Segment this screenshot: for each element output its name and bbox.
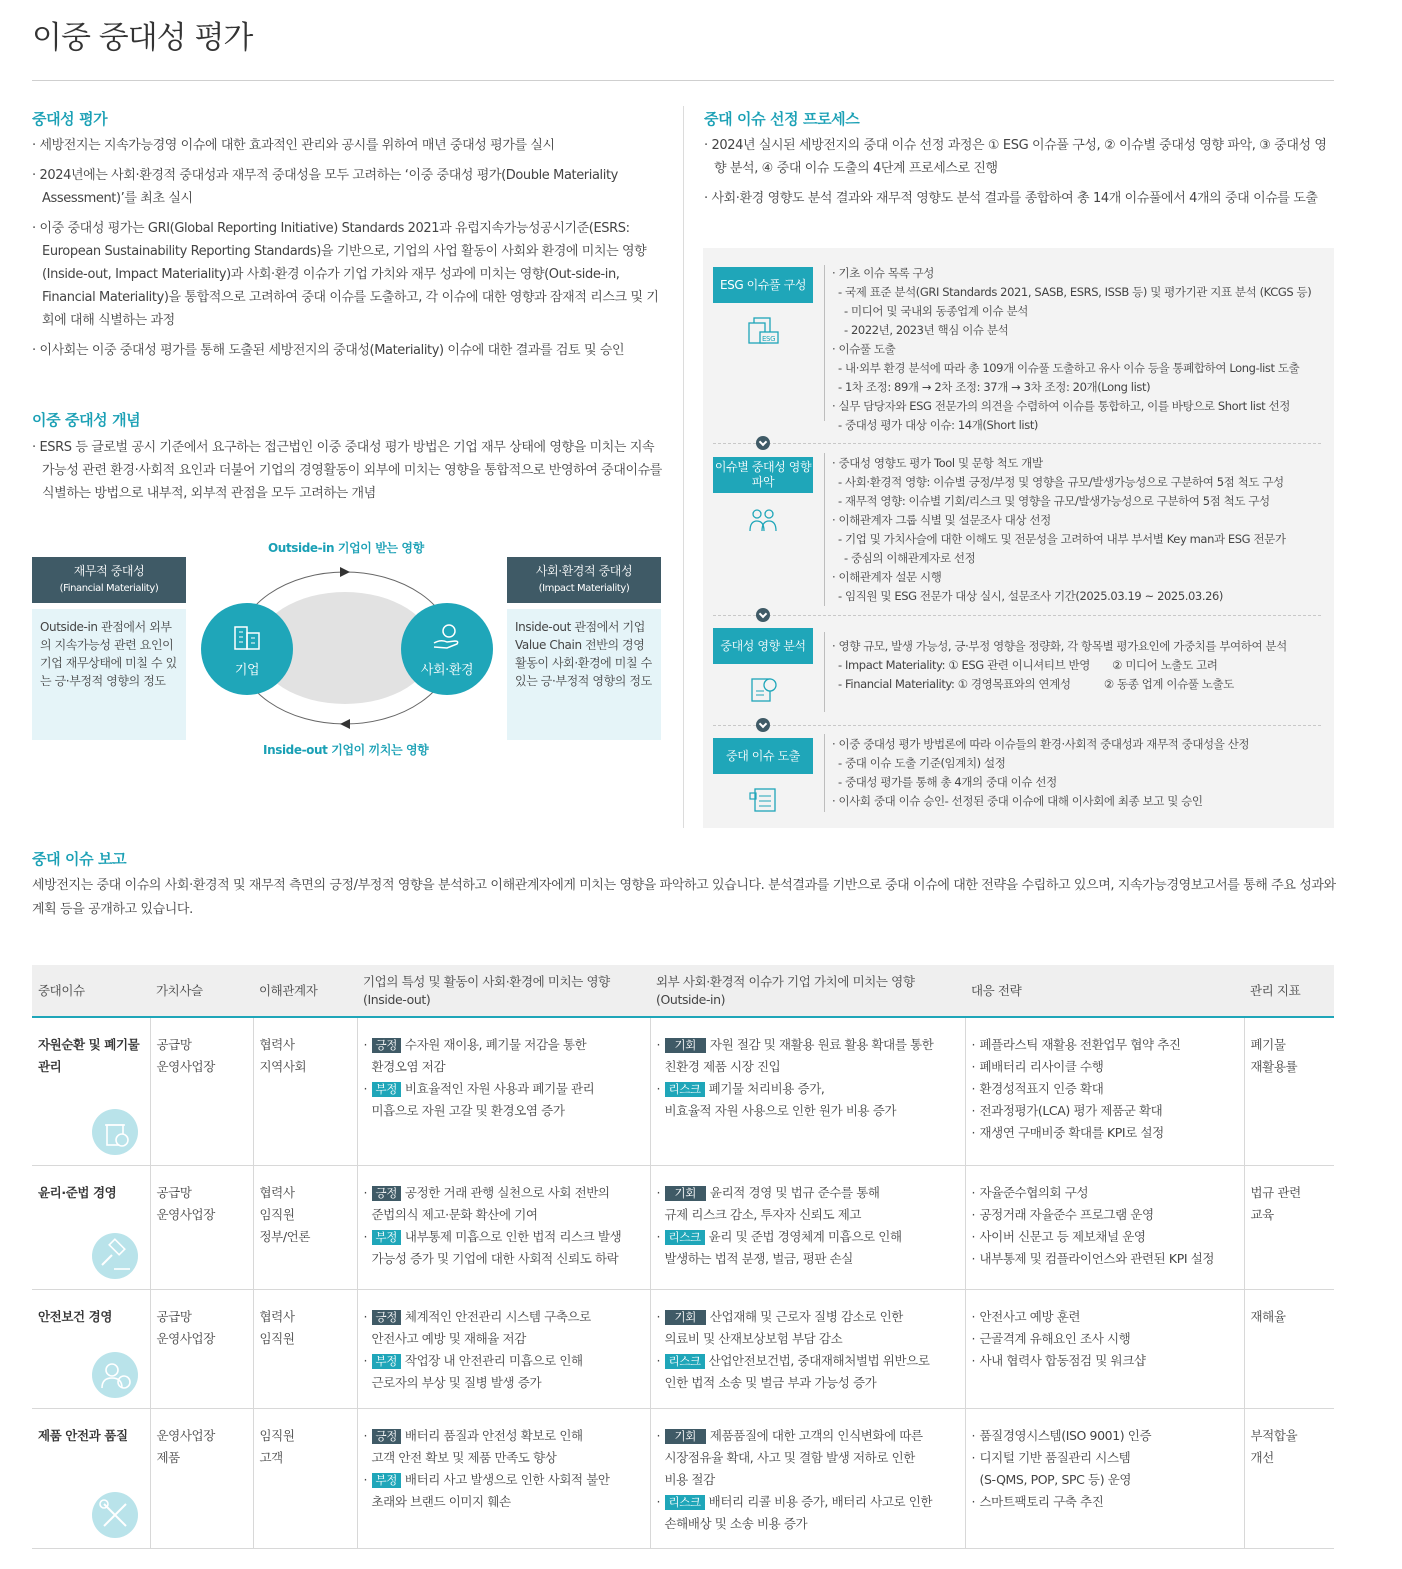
bullet: · 세방전지는 지속가능경영 이슈에 대한 효과적인 관리와 공시를 위하여 매년 중대성 평가를 실시 [32, 134, 664, 157]
table-row [32, 1289, 1334, 1408]
step-line: - Impact Materiality: ① ESG 관련 이니셔티브 반영 ② 미디어 노출도 고려 [832, 656, 1287, 675]
impact-item [657, 1425, 959, 1447]
financial-materiality-subtitle: (Financial Materiality) [59, 583, 159, 594]
column-divider [683, 106, 684, 828]
impact-text: 폐기물 처리비용 증가, [708, 1081, 825, 1096]
impact-item [657, 1491, 959, 1513]
step-1-details [832, 264, 1311, 435]
impact-text: 윤리 및 준법 경영체계 미흡으로 인해 [708, 1228, 902, 1244]
impact-text: 비효율적인 자원 사용과 폐기물 관리 [404, 1081, 595, 1096]
pos-tag: 긍정 [372, 1429, 401, 1444]
strategy-item: · 안전사고 예방 훈련 [972, 1306, 1238, 1328]
society-environment-label: 사회·환경 [420, 663, 474, 678]
impact-materiality-subtitle: (Impact Materiality) [538, 583, 630, 594]
value-chain-cell [150, 1408, 253, 1548]
neg-tag: 부정 [372, 1082, 401, 1097]
col-header: 관리 지표 [1244, 965, 1334, 1017]
strategy-item: · 내부통제 및 컴플라이언스와 관련된 KPI 설정 [972, 1248, 1238, 1270]
safety-worker-icon [92, 1352, 138, 1398]
impact-materiality-body: Inside-out 관점에서 기업 Value Chain 전반의 경영활동이 사회·환경에 미칠 수 있는 긍·부정적 영향의 정도 [507, 609, 661, 740]
step-line: - 내·외부 환경 분석에 따라 총 109개 이슈풀 도출하고 유사 이슈 등을 통폐합하여 Long-list 도출 [832, 359, 1311, 378]
opp-tag: 기회 [665, 1429, 706, 1444]
impact-text: 준법의식 제고·문화 확산에 기여 [371, 1206, 538, 1222]
value-chain-item: 공급망 [156, 1184, 192, 1200]
bullet: · 이중 중대성 평가는 GRI(Global Reporting Initiative) Standards 2021과 유럽지속가능성공시기준(ESRS: European Sustainability Reporting Standards)을 기반으로, 기업의 사업 활동이 사회와 환경에 미치는 영향(Inside-out, Impact Materiality)과 사회·환경 이슈가 기업 가치와 재무 성과에 미치는 영향(Out-side-in, Financial Materiality)을 통합적으로 고려하여 중대 이슈를 도출하고, 각 이슈에 대한 영향과 잠재적 리스크 및 기회에 대해 식별하는 과정 [32, 217, 664, 332]
impact-item [657, 1078, 959, 1100]
bullet: · 이사회는 이중 중대성 평가를 통해 도출된 세방전지의 중대성(Materiality) 이슈에 대한 결과를 검토 및 승인 [32, 339, 664, 362]
strategy-item: · 폐플라스틱 재활용 전환업무 협약 추진 [972, 1034, 1238, 1056]
chevron-down-icon [756, 718, 770, 732]
table-header-row [32, 965, 1334, 1017]
report-chart-icon [746, 675, 780, 705]
impact-text: 작업장 내 안전관리 미흡으로 인해 [404, 1352, 583, 1368]
stakeholder-cell [253, 1289, 357, 1408]
impact-text: 친환경 제품 시장 진입 [664, 1059, 781, 1074]
stakeholder-item: 협력사 [259, 1308, 295, 1324]
stakeholder-cell [253, 1408, 357, 1548]
value-chain-item: 운영사업장 [156, 1059, 215, 1074]
stakeholder-cell [253, 1165, 357, 1289]
impact-text: 배터리 사고 발생으로 인한 사회적 불안 [404, 1471, 610, 1487]
issue-cell [32, 1017, 150, 1165]
svg-text:ESG: ESG [762, 335, 776, 343]
table-row [32, 1165, 1334, 1289]
step-esg-issue-pool: ESG 이슈풀 구성 [713, 267, 813, 303]
kpi-cell [1244, 1165, 1334, 1289]
impact-text: 의료비 및 산재보상보험 부담 감소 [664, 1330, 843, 1346]
strategy-item: · 사내 협력사 합동점검 및 워크샵 [972, 1350, 1238, 1372]
chevron-down-icon [756, 436, 770, 450]
company-circle [201, 603, 293, 695]
kpi-item: 재활용률 [1250, 1059, 1298, 1074]
step-divider [824, 265, 825, 421]
table-row [32, 1017, 1334, 1165]
strategy-cell [965, 1017, 1244, 1165]
impact-text: 산업안전보건법, 중대재해처벌법 위반으로 [708, 1352, 930, 1368]
stakeholder-item: 임직원 [259, 1206, 295, 1222]
strategy-item: · 자율준수협의회 구성 [972, 1182, 1238, 1204]
impact-text: 고객 안전 확보 및 제품 만족도 향상 [371, 1449, 557, 1465]
page-title: 이중 중대성 평가 [32, 20, 253, 56]
step-line: - 재무적 영향: 이슈별 기회/리스크 및 영향을 규모/발생가능성으로 구분하여 5점 척도 구성 [832, 492, 1286, 511]
neg-tag: 부정 [372, 1230, 401, 1245]
stakeholder-item: 임직원 [259, 1330, 295, 1346]
kpi-item: 부적합율 [1250, 1427, 1298, 1443]
issue-cell [32, 1165, 150, 1289]
step-line: - 1차 조정: 89개 → 2차 조정: 37개 → 3차 조정: 20개(Long list) [832, 378, 1311, 397]
step-line: - 중대성 평가를 통해 총 4개의 중대 이슈 선정 [832, 773, 1249, 792]
risk-tag: 리스크 [665, 1082, 705, 1097]
stakeholder-cell [253, 1017, 357, 1165]
pos-tag: 긍정 [372, 1310, 401, 1325]
documents-esg-icon [746, 316, 780, 346]
strategy-item: · 재생연 구매비중 확대를 KPI로 설정 [972, 1122, 1238, 1144]
step-separator [713, 443, 1321, 444]
checklist-icon [746, 785, 780, 815]
step-line: - 국제 표준 분석(GRI Standards 2021, SASB, ESRS, ISSB 등) 및 평가기관 지표 분석 (KCGS 등) [832, 283, 1311, 302]
impact-materiality-header [507, 557, 661, 603]
kpi-item: 폐기물 [1250, 1037, 1286, 1052]
strategy-item: (S-QMS, POP, SPC 등) 운영 [979, 1471, 1132, 1487]
inside-out-arrow-icon [340, 719, 350, 729]
impact-text: 안전사고 예방 및 재해율 저감 [371, 1330, 526, 1346]
chevron-down-icon [756, 608, 770, 622]
strategy-item: · 품질경영시스템(ISO 9001) 인증 [972, 1425, 1238, 1447]
impact-text: 윤리적 경영 및 법규 준수를 통해 [709, 1184, 880, 1200]
impact-text: 규제 리스크 감소, 투자자 신뢰도 제고 [664, 1206, 862, 1222]
step-line: - Financial Materiality: ① 경영목표와의 연계성 ② 동종 업계 이슈풀 노출도 [832, 675, 1287, 694]
tools-icon [92, 1492, 138, 1538]
risk-tag: 리스크 [665, 1230, 705, 1245]
strategy-item: · 사이버 신문고 등 제보채널 운영 [972, 1226, 1238, 1248]
opp-tag: 기회 [665, 1310, 706, 1325]
col-header: 가치사슬 [150, 965, 253, 1017]
strategy-item: · 공정거래 자율준수 프로그램 운영 [972, 1204, 1238, 1226]
kpi-item: 교육 [1250, 1206, 1274, 1222]
impact-item [364, 1034, 644, 1056]
step-line: · 이사회 중대 이슈 승인- 선정된 중대 이슈에 대해 이사회에 최종 보고 및 승인 [832, 792, 1249, 811]
impact-item [657, 1226, 959, 1248]
impact-text: 내부통제 미흡으로 인한 법적 리스크 발생 [404, 1228, 622, 1244]
impact-text: 환경오염 저감 [371, 1059, 446, 1074]
financial-materiality-header [32, 557, 186, 603]
impact-text: 가능성 증가 및 기업에 대한 사회적 신뢰도 하락 [371, 1250, 619, 1266]
inside-out-cell [357, 1017, 650, 1165]
value-chain-cell [150, 1017, 253, 1165]
strategy-item: · 전과정평가(LCA) 평가 제품군 확대 [972, 1100, 1238, 1122]
strategy-cell [965, 1289, 1244, 1408]
step-divider [824, 632, 825, 712]
stakeholders-icon [746, 505, 780, 535]
materiality-bullets [32, 134, 664, 369]
outside-in-cell [650, 1017, 965, 1165]
step-4-details [832, 735, 1249, 811]
bullet: · 사회·환경 영향도 분석 결과와 재무적 영향도 분석 결과를 종합하여 총 14개 이슈풀에서 4개의 중대 이슈를 도출 [704, 187, 1336, 210]
kpi-item: 개선 [1250, 1449, 1274, 1465]
issue-cell [32, 1408, 150, 1548]
step-line: · 영향 규모, 발생 가능성, 긍·부정 영향을 정량화, 각 항목별 평가요인에 가중치를 부여하여 분석 [832, 637, 1287, 656]
risk-tag: 리스크 [665, 1354, 705, 1369]
step-divider [824, 734, 825, 812]
step-line: - 2022년, 2023년 핵심 이슈 분석 [832, 321, 1311, 340]
outside-in-cell [650, 1289, 965, 1408]
value-chain-item: 제품 [156, 1449, 180, 1465]
issue-name: 윤리·준법 경영 [38, 1184, 117, 1200]
impact-item [364, 1425, 644, 1447]
impact-text: 발생하는 법적 분쟁, 벌금, 평판 손실 [664, 1250, 853, 1266]
value-chain-item: 공급망 [156, 1037, 192, 1052]
impact-text: 미흡으로 자원 고갈 및 환경오염 증가 [371, 1103, 565, 1118]
issue-name: 자원순환 및 폐기물 관리 [38, 1037, 140, 1074]
outside-in-cell [650, 1408, 965, 1548]
strategy-cell [965, 1165, 1244, 1289]
opp-tag: 기회 [665, 1038, 706, 1053]
impact-text: 제품품질에 대한 고객의 인식변화에 따른 [709, 1427, 923, 1443]
hand-globe-icon [431, 621, 463, 653]
issue-cell [32, 1289, 150, 1408]
company-label: 기업 [234, 663, 260, 678]
kpi-item: 재해율 [1250, 1308, 1286, 1324]
impact-item [364, 1182, 644, 1204]
strategy-item: · 근골격계 유해요인 조사 시행 [972, 1328, 1238, 1350]
recycle-bin-icon [92, 1109, 138, 1155]
kpi-cell [1244, 1408, 1334, 1548]
process-bullets [704, 134, 1336, 217]
financial-materiality-body: Outside-in 관점에서 외부의 지속가능성 관련 요인이 기업 재무상태에 미칠 수 있는 긍·부정적 영향의 정도 [32, 609, 186, 740]
step-separator [713, 725, 1321, 726]
outside-in-arrow-icon [340, 567, 350, 577]
impact-text: 공정한 거래 관행 실천으로 사회 전반의 [404, 1184, 610, 1200]
strategy-item: · 환경성적표지 인증 확대 [972, 1078, 1238, 1100]
step-separator [713, 615, 1321, 616]
title-divider [32, 80, 1334, 81]
impact-text: 체계적인 안전관리 시스템 구축으로 [404, 1308, 591, 1324]
concept-bullets [32, 436, 664, 512]
step-line: - 중대 이슈 도출 기준(임계치) 설정 [832, 754, 1249, 773]
value-chain-item: 운영사업장 [156, 1206, 215, 1222]
neg-tag: 부정 [372, 1354, 401, 1369]
impact-text: 초래와 브랜드 이미지 훼손 [371, 1493, 511, 1509]
step-line: - 임직원 및 ESG 전문가 대상 실시, 설문조사 기간(2025.03.19 ~ 2025.03.26) [832, 587, 1286, 606]
impact-text: 손해배상 및 소송 비용 증가 [664, 1515, 808, 1531]
inside-out-cell [357, 1408, 650, 1548]
kpi-item: 법규 관련 [1250, 1184, 1301, 1200]
strategy-cell [965, 1408, 1244, 1548]
impact-text: 시장점유율 확대, 사고 및 결함 발생 저하로 인한 [664, 1449, 915, 1465]
materiality-heading: 중대성 평가 [32, 110, 108, 128]
stakeholder-item: 고객 [259, 1449, 283, 1465]
impact-item [364, 1078, 644, 1100]
impact-item [364, 1226, 644, 1248]
step-line: · 이슈풀 도출 [832, 340, 1311, 359]
stakeholder-item: 협력사 [259, 1037, 295, 1052]
impact-text: 자원 절감 및 재활용 원료 활용 확대를 통한 [709, 1037, 934, 1052]
issue-name: 제품 안전과 품질 [38, 1427, 128, 1443]
opp-tag: 기회 [665, 1186, 706, 1201]
impact-text: 비용 절감 [664, 1471, 715, 1487]
value-chain-cell [150, 1165, 253, 1289]
impact-text: 비효율적 자원 사용으로 인한 원가 비용 증가 [664, 1103, 897, 1118]
step-line: · 이중 중대성 평가 방법론에 따라 이슈들의 환경·사회적 중대성과 재무적 중대성을 산정 [832, 735, 1249, 754]
outside-in-cell [650, 1165, 965, 1289]
impact-item [657, 1034, 959, 1056]
outside-in-label: Outside-in 기업이 받는 영향 [268, 541, 424, 555]
col-header: 대응 전략 [965, 965, 1244, 1017]
report-heading: 중대 이슈 보고 [32, 850, 127, 868]
step-line: · 이해관계자 설문 시행 [832, 568, 1286, 587]
impact-item [657, 1182, 959, 1204]
impact-item [364, 1469, 644, 1491]
impact-item [364, 1350, 644, 1372]
step-line: · 이해관계자 그룹 식별 및 설문조사 대상 선정 [832, 511, 1286, 530]
stakeholder-item: 임직원 [259, 1427, 295, 1443]
impact-text: 산업재해 및 근로자 질병 감소로 인한 [709, 1308, 903, 1324]
step-line: · 중대성 영향도 평가 Tool 및 문항 척도 개발 [832, 454, 1286, 473]
step-line: · 실무 담당자와 ESG 전문가의 의견을 수렴하여 이슈를 통합하고, 이를 바탕으로 Short list 선정 [832, 397, 1311, 416]
bullet: · ESRS 등 글로벌 공시 기준에서 요구하는 접근법인 이중 중대성 평가 방법은 기업 재무 상태에 영향을 미치는 지속가능성 관련 환경·사회적 요인과 더불어 기업의 경영활동이 외부에 미치는 영향을 통합적으로 반영하여 중대이슈를 식별하는 방법으로 내부적, 외부적 관점을 모두 고려하는 개념 [32, 436, 664, 505]
step-impact-analysis: 중대성 영향 분석 [713, 628, 813, 664]
impact-item [657, 1306, 959, 1328]
step-line: - 기업 및 가치사슬에 대한 이해도 및 전문성을 고려하여 내부 부서별 Key man과 ESG 전문가 [832, 530, 1286, 549]
strategy-item: · 폐배터리 리사이클 수행 [972, 1056, 1238, 1078]
col-header: 외부 사회·환경적 이슈가 기업 가치에 미치는 영향 (Outside-in) [650, 965, 965, 1017]
issue-name: 안전보건 경영 [38, 1308, 113, 1324]
impact-text: 근로자의 부상 및 질병 발생 증가 [371, 1374, 542, 1390]
bullet: · 2024년에는 사회·환경적 중대성과 재무적 중대성을 모두 고려하는 ‘이중 중대성 평가(Double Materiality Assessment)’를 최초 실시 [32, 164, 664, 210]
impact-text: 배터리 품질과 안전성 확보로 인해 [404, 1427, 583, 1443]
impact-text: 배터리 리콜 비용 증가, 배터리 사고로 인한 [708, 1493, 933, 1509]
pos-tag: 긍정 [372, 1038, 401, 1053]
table-row [32, 1408, 1334, 1548]
building-icon [231, 621, 263, 653]
kpi-cell [1244, 1289, 1334, 1408]
inside-out-cell [357, 1165, 650, 1289]
col-header: 중대이슈 [32, 965, 150, 1017]
kpi-cell [1244, 1017, 1334, 1165]
col-header: 이해관계자 [253, 965, 357, 1017]
neg-tag: 부정 [372, 1473, 401, 1488]
impact-materiality-title: 사회·환경적 중대성 [535, 564, 633, 578]
value-chain-item: 공급망 [156, 1308, 192, 1324]
inside-out-label: Inside-out 기업이 끼치는 영향 [263, 743, 429, 757]
concept-heading: 이중 중대성 개념 [32, 411, 141, 429]
report-paragraph: 세방전지는 중대 이슈의 사회·환경적 및 재무적 측면의 긍정/부정적 영향을 분석하고 이해관계자에게 미치는 영향을 파악하고 있습니다. 분석결과를 기반으로 중대 이슈에 대한 전략을 수립하고 있으며, 지속가능경영보고서를 통해 주요 성과와 계획 등을 공개하고 있습니다. [32, 878, 1336, 917]
financial-materiality-title: 재무적 중대성 [73, 564, 145, 578]
value-chain-item: 운영사업장 [156, 1427, 215, 1443]
stakeholder-item: 지역사회 [259, 1059, 307, 1074]
impact-text: 수자원 재이용, 폐기물 저감을 통한 [404, 1037, 587, 1052]
col-header: 기업의 특성 및 활동이 사회·환경에 미치는 영향 (Inside-out) [357, 965, 650, 1017]
strategy-item: · 스마트팩토리 구축 추진 [972, 1491, 1238, 1513]
value-chain-item: 운영사업장 [156, 1330, 215, 1346]
step-line: - 중심의 이해관계자로 선정 [832, 549, 1286, 568]
impact-item [657, 1350, 959, 1372]
gavel-icon [92, 1233, 138, 1279]
value-chain-cell [150, 1289, 253, 1408]
impact-text: 인한 법적 소송 및 벌금 부과 가능성 증가 [664, 1374, 877, 1390]
step-2-details [832, 454, 1286, 606]
impact-item [364, 1306, 644, 1328]
step-3-details [832, 637, 1287, 694]
step-line: - 사회·환경적 영향: 이슈별 긍정/부정 및 영향을 규모/발생가능성으로 구분하여 5점 척도 구성 [832, 473, 1286, 492]
step-divider [824, 453, 825, 606]
step-issue-derivation: 중대 이슈 도출 [713, 738, 813, 774]
society-environment-circle [401, 603, 493, 695]
stakeholder-item: 협력사 [259, 1184, 295, 1200]
stakeholder-item: 정부/언론 [259, 1228, 311, 1244]
inside-out-cell [357, 1289, 650, 1408]
process-heading: 중대 이슈 선정 프로세스 [704, 110, 860, 128]
step-issue-impact: 이슈별 중대성 영향 파악 [713, 457, 813, 493]
step-line: - 중대성 평가 대상 이슈: 14개(Short list) [832, 416, 1311, 435]
risk-tag: 리스크 [665, 1495, 705, 1510]
strategy-item: · 디지털 기반 품질관리 시스템 [972, 1447, 1238, 1469]
bullet: · 2024년 실시된 세방전지의 중대 이슈 선정 과정은 ① ESG 이슈풀 구성, ② 이슈별 중대성 영향 파악, ③ 중대성 영향 분석, ④ 중대 이슈 도출의 4단계 프로세스로 진행 [704, 134, 1336, 180]
step-line: - 미디어 및 국내외 동종업계 이슈 분석 [832, 302, 1311, 321]
pos-tag: 긍정 [372, 1186, 401, 1201]
material-issues-table [32, 965, 1334, 1549]
step-line: · 기초 이슈 목록 구성 [832, 264, 1311, 283]
